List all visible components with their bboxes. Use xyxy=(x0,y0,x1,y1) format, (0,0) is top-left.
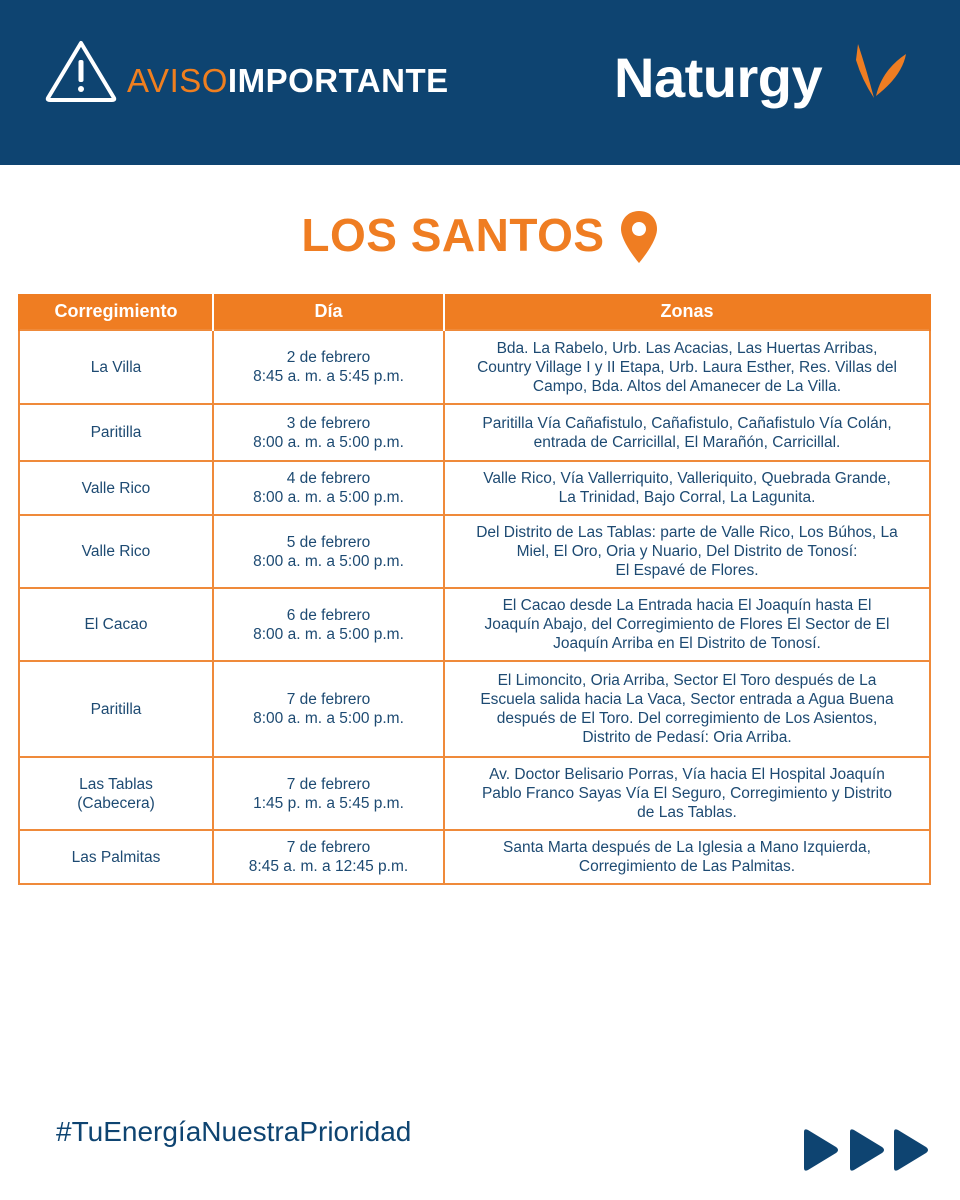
cell-line: 8:45 a. m. a 5:45 p.m. xyxy=(253,368,404,385)
cell-corregimiento xyxy=(19,330,213,404)
cell-dia xyxy=(213,330,444,404)
cell-line: Del Distrito de Las Tablas: parte de Valle Rico, Los Búhos, La xyxy=(476,524,898,541)
region-heading xyxy=(0,200,960,270)
cell-dia xyxy=(213,461,444,515)
cell-line: después de El Toro. Del corregimiento de Los Asientos, xyxy=(496,710,878,727)
cell-line: Paritilla xyxy=(90,700,142,718)
cell-line: El Cacao desde La Entrada hacia El Joaquín hasta El xyxy=(502,597,872,614)
cell-line: Bda. La Rabelo, Urb. Las Acacias, Las Huertas Arribas, xyxy=(496,339,878,357)
importante-text: IMPORTANTE xyxy=(227,62,449,99)
cell-line: Joaquín Arriba en El Distrito de Tonosí. xyxy=(553,635,821,652)
table-row xyxy=(19,661,930,757)
column-header-corregimiento: Corregimiento xyxy=(19,294,213,330)
header-banner xyxy=(0,0,960,165)
table-row xyxy=(19,757,930,830)
cell-line: Distrito de Pedasí: Oria Arriba. xyxy=(582,729,792,746)
table-row xyxy=(19,588,930,661)
table-row xyxy=(19,330,930,404)
cell-line: 6 de febrero xyxy=(286,606,371,624)
cell-dia xyxy=(213,515,444,588)
cell-line: 7 de febrero xyxy=(286,775,371,793)
table-header-row xyxy=(19,294,930,330)
cell-line: Country Village I y II Etapa, Urb. Laura Esther, Res. Villas del xyxy=(477,358,897,376)
triple-arrow-right-icon xyxy=(800,1128,932,1172)
table-row xyxy=(19,515,930,588)
cell-zonas xyxy=(444,461,930,515)
cell-line: 8:00 a. m. a 5:00 p.m. xyxy=(253,433,404,451)
cell-dia xyxy=(213,757,444,830)
cell-line: Valle Rico, Vía Vallerriquito, Valleriquito, Quebrada Grande, xyxy=(483,470,891,487)
cell-line: El Limoncito, Oria Arriba, Sector El Toro después de La xyxy=(497,672,877,689)
cell-line: 8:45 a. m. a 12:45 p.m. xyxy=(248,858,409,875)
cell-line: 7 de febrero xyxy=(286,839,371,856)
cell-line: Corregimiento de Las Palmitas. xyxy=(578,858,796,875)
cell-corregimiento xyxy=(19,588,213,661)
cell-line: 8:00 a. m. a 5:00 p.m. xyxy=(253,625,404,643)
cell-line: Campo, Bda. Altos del Amanecer de La Villa. xyxy=(532,377,842,395)
cell-zonas xyxy=(444,588,930,661)
schedule-table xyxy=(18,294,931,885)
cell-line: 8:00 a. m. a 5:00 p.m. xyxy=(253,489,404,506)
cell-zonas xyxy=(444,661,930,757)
cell-line: La Villa xyxy=(90,358,142,376)
cell-line: Av. Doctor Belisario Porras, Vía hacia El Hospital Joaquín xyxy=(489,766,885,783)
cell-dia xyxy=(213,661,444,757)
cell-line: entrada de Carricillal, El Marañón, Carricillal. xyxy=(533,433,841,451)
cell-corregimiento xyxy=(19,404,213,461)
butterfly-icon xyxy=(852,40,908,102)
cell-line: Paritilla Vía Cañafistulo, Cañafistulo, Cañafistulo Vía Colán, xyxy=(482,414,892,432)
location-pin-icon xyxy=(619,209,659,265)
cell-line: Miel, El Oro, Oria y Nuario, Del Distrito de Tonosí: xyxy=(516,543,858,560)
cell-line: de Las Tablas. xyxy=(637,804,737,821)
cell-line: Pablo Franco Sayas Vía El Seguro, Corregimiento y Distrito xyxy=(481,785,893,802)
cell-line: Valle Rico xyxy=(81,479,151,497)
cell-line: 5 de febrero xyxy=(286,533,371,551)
table-row xyxy=(19,404,930,461)
cell-zonas xyxy=(444,404,930,461)
cell-line: Las Tablas xyxy=(79,775,153,793)
cell-dia xyxy=(213,404,444,461)
hashtag-text: #TuEnergíaNuestraPrioridad xyxy=(56,1116,412,1147)
cell-zonas xyxy=(444,757,930,830)
cell-line: Santa Marta después de La Iglesia a Mano Izquierda, xyxy=(503,839,871,856)
table-row xyxy=(19,461,930,515)
cell-corregimiento xyxy=(19,830,213,884)
cell-line: 7 de febrero xyxy=(286,691,371,708)
cell-line: Escuela salida hacia La Vaca, Sector entrada a Agua Buena xyxy=(480,691,894,708)
cell-line: 3 de febrero xyxy=(286,414,371,432)
cell-dia xyxy=(213,588,444,661)
cell-dia xyxy=(213,830,444,884)
cell-line: 4 de febrero xyxy=(286,470,371,487)
cell-line: El Cacao xyxy=(84,616,148,633)
warning-triangle-icon xyxy=(44,38,118,104)
cell-line: Paritilla xyxy=(90,424,142,441)
cell-line: Valle Rico xyxy=(81,543,151,560)
cell-line: El Espavé de Flores. xyxy=(615,562,759,579)
cell-corregimiento xyxy=(19,757,213,830)
brand-logo-text: Naturgy xyxy=(614,46,823,109)
cell-line: Joaquín Abajo, del Corregimiento de Flores El Sector de El xyxy=(484,616,890,633)
column-header-dia: Día xyxy=(213,294,444,330)
cell-corregimiento xyxy=(19,515,213,588)
cell-line: 8:00 a. m. a 5:00 p.m. xyxy=(253,710,404,727)
column-header-zonas: Zonas xyxy=(444,294,930,330)
cell-line: Las Palmitas xyxy=(71,848,161,866)
region-title: LOS SANTOS xyxy=(301,209,605,261)
cell-line: 2 de febrero xyxy=(286,349,371,366)
table-row xyxy=(19,830,930,884)
aviso-text: AVISO xyxy=(127,62,228,99)
aviso-importante-title xyxy=(127,64,449,97)
cell-line: 1:45 p. m. a 5:45 p.m. xyxy=(253,794,404,812)
cell-zonas xyxy=(444,515,930,588)
cell-corregimiento xyxy=(19,461,213,515)
cell-line: La Trinidad, Bajo Corral, La Lagunita. xyxy=(558,489,816,506)
cell-line: 8:00 a. m. a 5:00 p.m. xyxy=(253,552,404,570)
cell-line: (Cabecera) xyxy=(77,794,155,812)
cell-zonas xyxy=(444,830,930,884)
cell-zonas xyxy=(444,330,930,404)
cell-corregimiento xyxy=(19,661,213,757)
